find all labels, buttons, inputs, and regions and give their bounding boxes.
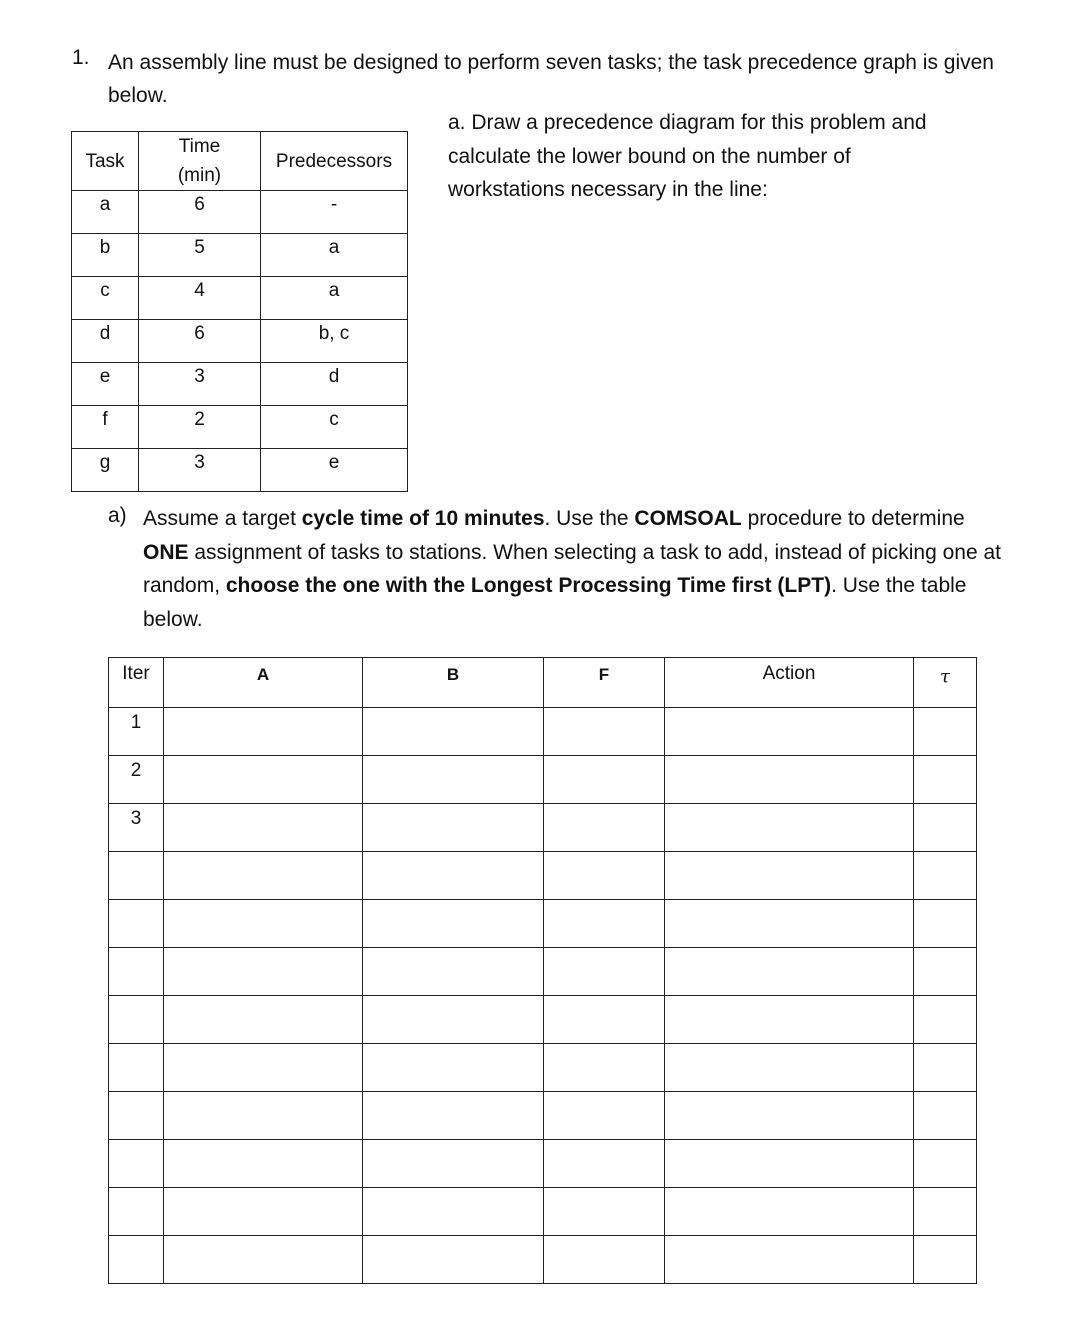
b-header: B (363, 658, 544, 708)
f-cell[interactable] (544, 1140, 665, 1188)
table-row (109, 756, 977, 804)
table-row (72, 406, 408, 449)
part-a-comsoal-label: a) (108, 504, 127, 527)
pred-cell: d (261, 363, 408, 406)
part-a-comsoal-text (143, 502, 1003, 636)
b-cell[interactable] (363, 756, 544, 804)
table-row (109, 1044, 977, 1092)
task-table (71, 131, 408, 492)
table-row (72, 234, 408, 277)
action-cell[interactable] (665, 852, 914, 900)
action-cell[interactable] (665, 948, 914, 996)
time-header-line1: Time (178, 136, 221, 157)
tau-cell[interactable] (914, 852, 977, 900)
pred-cell: - (261, 191, 408, 234)
a-cell[interactable] (164, 852, 363, 900)
action-cell[interactable] (665, 1044, 914, 1092)
pred-cell: c (261, 406, 408, 449)
time-cell: 4 (139, 277, 261, 320)
f-cell[interactable] (544, 996, 665, 1044)
time-cell: 3 (139, 363, 261, 406)
task-cell: g (72, 449, 139, 492)
tau-cell[interactable] (914, 948, 977, 996)
task-cell: c (72, 277, 139, 320)
iter-number-cell: 1 (109, 708, 164, 756)
a-cell[interactable] (164, 1140, 363, 1188)
time-cell: 3 (139, 449, 261, 492)
table-row (109, 804, 977, 852)
tau-cell[interactable] (914, 1236, 977, 1284)
comsoal-table (108, 657, 977, 1284)
action-cell[interactable] (665, 1092, 914, 1140)
comsoal-cycle-time: cycle time of 10 minutes (301, 507, 545, 530)
task-header: Task (72, 132, 139, 191)
action-header: Action (665, 658, 914, 708)
a-cell[interactable] (164, 708, 363, 756)
action-cell[interactable] (665, 996, 914, 1044)
b-cell[interactable] (363, 1044, 544, 1092)
comsoal-seg5: procedure to determine (741, 507, 965, 530)
table-row (109, 1188, 977, 1236)
time-header (139, 132, 261, 191)
a-cell[interactable] (164, 948, 363, 996)
a-cell[interactable] (164, 804, 363, 852)
tau-cell[interactable] (914, 996, 977, 1044)
b-cell[interactable] (363, 1188, 544, 1236)
table-row (109, 852, 977, 900)
task-cell: b (72, 234, 139, 277)
task-cell: d (72, 320, 139, 363)
table-row (72, 277, 408, 320)
question-text: An assembly line must be designed to perform seven tasks; the task precedence graph is given below. (108, 51, 994, 107)
f-header: F (544, 658, 665, 708)
iter-number-cell[interactable] (109, 1188, 164, 1236)
pred-cell: e (261, 449, 408, 492)
iter-number-cell[interactable] (109, 852, 164, 900)
table-row (72, 363, 408, 406)
iter-number-cell[interactable] (109, 1092, 164, 1140)
action-cell[interactable] (665, 1236, 914, 1284)
pred-cell: a (261, 277, 408, 320)
action-cell[interactable] (665, 1140, 914, 1188)
comsoal-term: COMSOAL (634, 507, 742, 530)
a-cell[interactable] (164, 900, 363, 948)
tau-cell[interactable] (914, 708, 977, 756)
task-cell: f (72, 406, 139, 449)
a-header: A (164, 658, 363, 708)
a-cell[interactable] (164, 1188, 363, 1236)
table-row (109, 1092, 977, 1140)
iter-number-cell[interactable] (109, 1236, 164, 1284)
action-cell[interactable] (665, 708, 914, 756)
action-cell[interactable] (665, 804, 914, 852)
b-cell[interactable] (363, 708, 544, 756)
question-number: 1. (72, 46, 90, 69)
a-cell[interactable] (164, 1092, 363, 1140)
table-row (109, 900, 977, 948)
b-cell[interactable] (363, 1140, 544, 1188)
tau-cell[interactable] (914, 1188, 977, 1236)
tau-cell[interactable] (914, 1092, 977, 1140)
b-cell[interactable] (363, 996, 544, 1044)
b-cell[interactable] (363, 900, 544, 948)
comsoal-seg9: . Use the table below. (143, 574, 967, 631)
comsoal-lpt-rule: choose the one with the Longest Processing Time first (LPT) (225, 574, 832, 597)
iter-number-cell: 3 (109, 804, 164, 852)
time-header-line2: (min) (177, 165, 222, 186)
b-cell[interactable] (363, 1236, 544, 1284)
f-cell[interactable] (544, 708, 665, 756)
b-cell[interactable] (363, 804, 544, 852)
table-row (72, 320, 408, 363)
table-row (109, 996, 977, 1044)
time-cell: 6 (139, 320, 261, 363)
comsoal-seg1: Assume a target (143, 507, 302, 530)
iter-number-cell[interactable] (109, 1044, 164, 1092)
iter-number-cell[interactable] (109, 1140, 164, 1188)
b-cell[interactable] (363, 948, 544, 996)
comsoal-seg7: assignment of tasks to stations. When selecting a task to add, instead of picking one at random, (143, 540, 1001, 597)
pred-cell: a (261, 234, 408, 277)
table-row (109, 708, 977, 756)
f-cell[interactable] (544, 1236, 665, 1284)
comsoal-header-row (109, 658, 977, 708)
tau-cell[interactable] (914, 900, 977, 948)
action-cell[interactable] (665, 900, 914, 948)
task-cell: e (72, 363, 139, 406)
iter-number-cell[interactable] (109, 948, 164, 996)
iter-number-cell[interactable] (109, 996, 164, 1044)
b-cell[interactable] (363, 852, 544, 900)
tau-cell[interactable] (914, 1140, 977, 1188)
a-cell[interactable] (164, 1044, 363, 1092)
action-cell[interactable] (665, 756, 914, 804)
task-table-header-row (72, 132, 408, 191)
f-cell[interactable] (544, 852, 665, 900)
pred-cell: b, c (261, 320, 408, 363)
f-cell[interactable] (544, 948, 665, 996)
table-row (72, 191, 408, 234)
table-row (109, 1140, 977, 1188)
tau-header: τ (914, 658, 977, 708)
time-cell: 6 (139, 191, 261, 234)
f-cell[interactable] (544, 756, 665, 804)
tau-cell[interactable] (914, 1044, 977, 1092)
table-row (72, 449, 408, 492)
task-cell: a (72, 191, 139, 234)
table-row (109, 948, 977, 996)
a-cell[interactable] (164, 996, 363, 1044)
a-cell[interactable] (164, 756, 363, 804)
table-row (109, 1236, 977, 1284)
f-cell[interactable] (544, 1044, 665, 1092)
iter-header: Iter (109, 658, 164, 708)
time-cell: 5 (139, 234, 261, 277)
part-a-diagram-text: a. Draw a precedence diagram for this problem and calculate the lower bound on the number of workstations necessary in the line: (448, 111, 927, 201)
a-cell[interactable] (164, 1236, 363, 1284)
f-cell[interactable] (544, 804, 665, 852)
f-cell[interactable] (544, 1188, 665, 1236)
action-cell[interactable] (665, 1188, 914, 1236)
predecessors-header: Predecessors (261, 132, 408, 191)
f-cell[interactable] (544, 1092, 665, 1140)
tau-cell[interactable] (914, 804, 977, 852)
iter-number-cell[interactable] (109, 900, 164, 948)
iter-number-cell: 2 (109, 756, 164, 804)
comsoal-one: ONE (143, 540, 189, 564)
tau-cell[interactable] (914, 756, 977, 804)
comsoal-seg3: . Use the (544, 507, 635, 530)
time-cell: 2 (139, 406, 261, 449)
f-cell[interactable] (544, 900, 665, 948)
b-cell[interactable] (363, 1092, 544, 1140)
